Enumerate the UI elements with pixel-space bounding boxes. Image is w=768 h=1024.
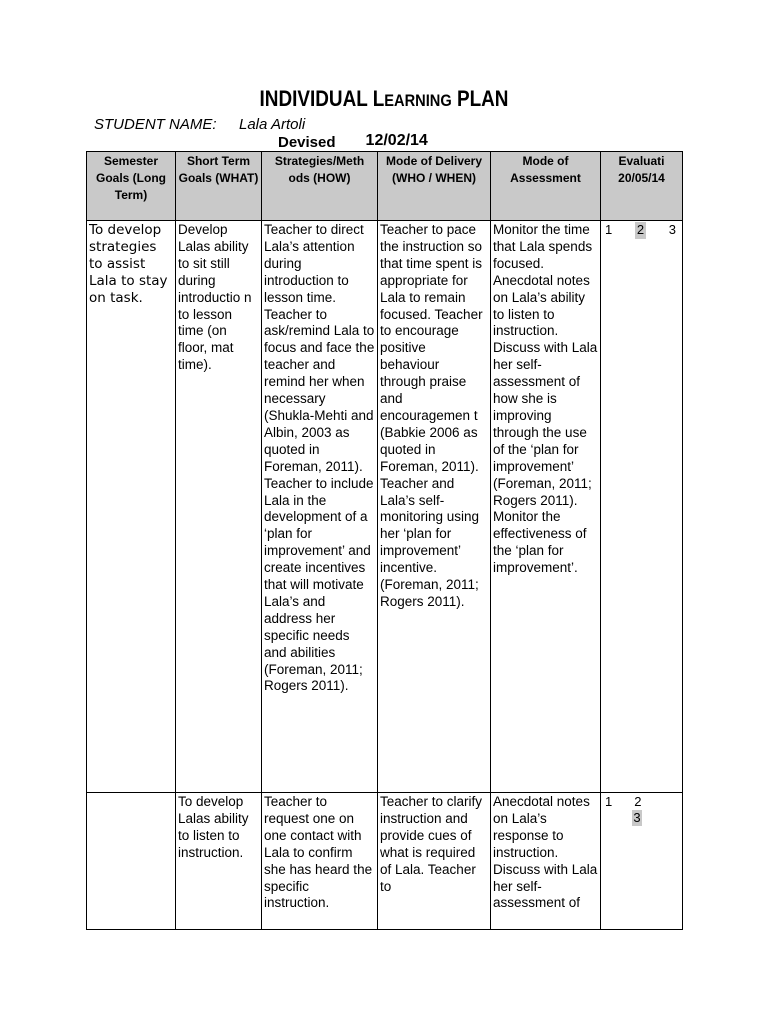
eval-option-2: 2 <box>634 794 642 809</box>
table-header-row <box>87 152 683 221</box>
table-row <box>87 793 683 930</box>
table-row <box>87 221 683 793</box>
student-name-value: Lala Artoli <box>239 116 306 133</box>
eval-option-3-selected: 3 <box>633 810 641 825</box>
evaluation-scale <box>603 222 680 239</box>
eval-option-1: 1 <box>605 794 613 809</box>
short-term-goal-cell: To develop Lalas ability to listen to instruction. <box>176 793 262 930</box>
eval-option-3: 3 <box>668 222 676 237</box>
header-mode-of-delivery: Mode of Delivery (WHO / WHEN) <box>378 152 491 221</box>
devised-date: 12/02/14 <box>365 132 428 149</box>
devised-row <box>278 134 428 152</box>
student-name-row <box>94 116 305 133</box>
header-evaluation: Evaluati 20/05/14 <box>601 152 683 221</box>
student-name-label: STUDENT NAME: <box>94 116 217 133</box>
header-short-term-goals: Short Term Goals (WHAT) <box>176 152 262 221</box>
header-strategies: Strategies/Meth ods (HOW) <box>262 152 378 221</box>
strategies-cell: Teacher to request one on one contact with Lala to confirm she has heard the specific instruction. <box>262 793 378 930</box>
delivery-cell: Teacher to pace the instruction so that time spent is appropriate for Lala to remain focused. Teacher to encourage positive behaviour through praise and encouragemen t (Babkie 2006 as quoted in Foreman, 2011). Teacher and Lala’s self-monitoring using her ‘plan for improvement’ incentive. (Foreman, 2011; Rogers 2011). <box>378 221 491 793</box>
eval-option-1: 1 <box>605 222 613 237</box>
devised-label: Devised <box>278 134 336 151</box>
page-title: INDIVIDUAL LEARNING PLAN <box>259 86 509 111</box>
semester-goal-cell: To develop strategies to assist Lala to stay on task. <box>87 221 176 793</box>
evaluation-cell <box>601 221 683 793</box>
assessment-cell: Monitor the time that Lala spends focused. Anecdotal notes on Lala’s ability to listen to instruction. Discuss with Lala her self-assessment of how she is improving through the use of the ‘plan for improvement’ (Foreman, 2011; Rogers 2011). Monitor the effectiveness of the ‘plan for improvement’. <box>491 221 601 793</box>
header-semester-goals: Semester Goals (Long Term) <box>87 152 176 221</box>
strategies-cell: Teacher to direct Lala’s attention during introduction to lesson time. Teacher to ask/remind Lala to focus and face the teacher and remind her when necessary (Shukla-Mehti and Albin, 2003 as quoted in Foreman, 2011). Teacher to include Lala in the development of a ‘plan for improvement’ and create incentives that will motivate Lala’s and address her specific needs and abilities (Foreman, 2011; Rogers 2011). <box>262 221 378 793</box>
eval-option-2-selected: 2 <box>636 222 645 237</box>
delivery-cell: Teacher to clarify instruction and provide cues of what is required of Lala. Teacher to <box>378 793 491 930</box>
header-mode-of-assessment: Mode of Assessment <box>491 152 601 221</box>
semester-goal-cell <box>87 793 176 930</box>
evaluation-scale <box>603 794 680 826</box>
assessment-cell: Anecdotal notes on Lala’s response to instruction. Discuss with Lala her self-assessment of <box>491 793 601 930</box>
evaluation-cell <box>601 793 683 930</box>
learning-plan-table <box>86 151 683 930</box>
short-term-goal-cell: Develop Lalas ability to sit still during introductio n to lesson time (on floor, mat time). <box>176 221 262 793</box>
